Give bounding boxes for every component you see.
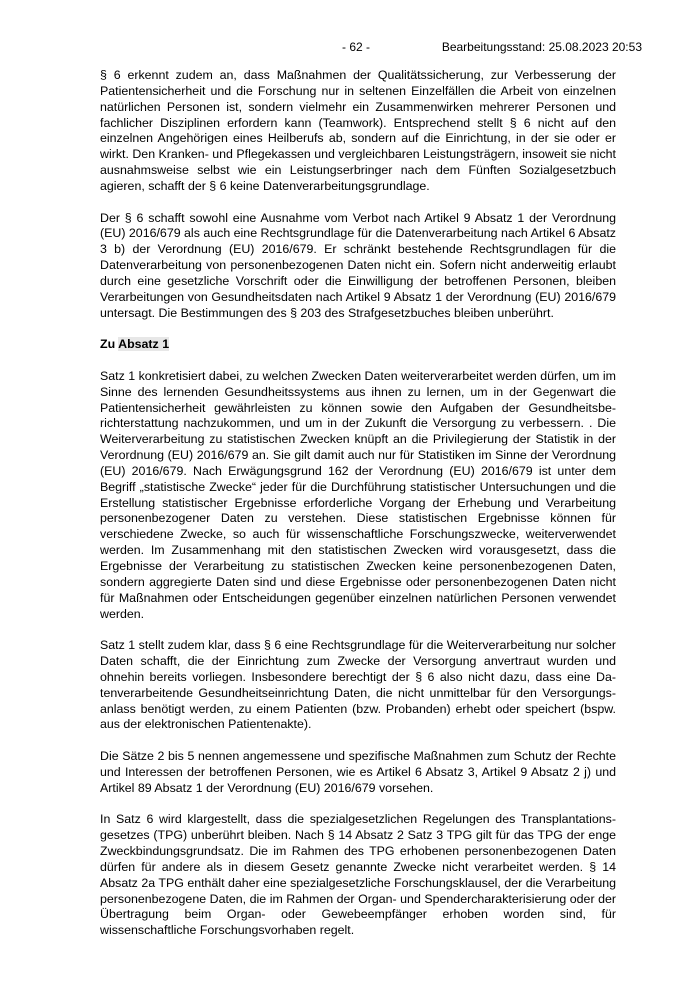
paragraph: Satz 1 stellt zudem klar, dass § 6 eine Rechtsgrundlage für die Weiterverarbeitung nur solcher Daten schafft, die der Einrichtung zum Zwecke der Versorgung anvertraut wurden und ohnehin bereits vorliegen. Insbesondere berechtigt der § 6 also nicht dazu, dass eine Datenverarbeitende Gesundheitseinrichtung Daten, die nicht unmittelbar für den Versorgungsanlass benötigt werden, zu einem Patienten (bzw. Probanden) erhebt oder speichert (bspw. aus der elektronischen Patientenakte). [100, 638, 616, 732]
section-heading [100, 337, 616, 353]
page-header [0, 39, 700, 55]
page-number: - 62 - [342, 40, 371, 54]
revision-status: Bearbeitungsstand: 25.08.2023 20:53 [441, 40, 642, 54]
section-heading-highlight: Absatz 1 [118, 337, 170, 352]
paragraph: Die Sätze 2 bis 5 nennen angemessene und spezifische Maßnahmen zum Schutz der Rechte und Interessen der betroffenen Personen, wie es Artikel 6 Absatz 3, Artikel 9 Absatz 2 j) und Artikel 89 Absatz 1 der Verordnung (EU) 2016/679 vorsehen. [100, 749, 616, 795]
document-body [100, 68, 616, 955]
paragraph: In Satz 6 wird klargestellt, dass die spezialgesetzlichen Regelungen des Transplantationsgesetzes (TPG) unberührt bleiben. Nach § 14 Absatz 2 Satz 3 TPG gilt für das TPG der enge Zweckbindungsgrundsatz. Die im Rahmen des TPG erhobenen personenbezogenen Daten dürfen für andere als in diesem Gesetz genannte Zwecke nicht verarbeitet werden. § 14 Absatz 2a TPG enthält daher eine spezialgesetzliche Forschungsklausel, der die Verarbeitung personenbezogene Daten, die im Rahmen der Organ- und Spendercharakterisierung oder der Übertragung beim Organ- oder Gewebeempfänger erhoben worden sind, für wissenschaftliche Forschungsvorhaben regelt. [100, 812, 616, 938]
paragraph: Der § 6 schafft sowohl eine Ausnahme vom Verbot nach Artikel 9 Absatz 1 der Verordnung (EU) 2016/679 als auch eine Rechtsgrundlage für die Datenverarbeitung nach Artikel 6 Absatz 3 b) der Verordnung (EU) 2016/679. Er schränkt bestehende Rechtsgrundlagen für die Datenverarbeitung von personenbezogenen Daten nicht ein. Sofern nicht anderweitig erlaubt durch eine gesetzliche Vorschrift oder die Einwilligung der betroffenen Personen, bleiben Verarbeitungen von Gesundheitsdaten nach Artikel 9 Absatz 1 der Verordnung (EU) 2016/679 untersagt. Die Bestimmungen des § 203 des Strafgesetzbuches bleiben unberührt. [100, 210, 616, 320]
paragraph: § 6 erkennt zudem an, dass Maßnahmen der Qualitätssicherung, zur Verbesserung der Patientensicherheit und die Forschung nur in seltenen Einzelfällen die Arbeit von einzelnen natürlichen Personen ist, sondern vielmehr ein Zusammenwirken mehrerer Personen und fachlicher Disziplinen erfordern kann (Teamwork). Entsprechend stellt § 6 nicht auf den einzelnen Angehörigen eines Heilberufs ab, sondern auf die Einrichtung, in der sie oder er wirkt. Den Kranken- und Pflegekassen und vergleichbaren Leistungsträgern, insoweit sie nicht ausnahmsweise selbst wie ein Leistungserbringer nach dem Fünften Sozialgesetzbuch agieren, schafft der § 6 keine Datenverarbeitungsgrundlage. [100, 68, 616, 193]
paragraph: Satz 1 konkretisiert dabei, zu welchen Zwecken Daten weiterverarbeitet werden dürfen, um im Sinne des lernenden Gesundheitssystems aus ihnen zu lernen, um in der Gegenwart die Patientensicherheit gewährleisten zu können sowie den Aufgaben der Gesundheitsberichterstattung nachzukommen, und um in der Zukunft die Versorgung zu verbessern. . Die Weiterverarbeitung zu statistischen Zwecken knüpft an die Privilegierung der Statistik in der Verordnung (EU) 2016/679 an. Sie gilt damit auch nur für Statistiken im Sinne der Verordnung (EU) 2016/679. Nach Erwägungsgrund 162 der Verordnung (EU) 2016/679 ist unter dem Begriff „statistische Zwecke“ jeder für die Durchführung statistischer Untersuchungen und die Erstellung statistischer Ergebnisse erforderliche Vorgang der Erhebung und Verarbeitung personenbezogener Daten zu verstehen. Diese statistischen Ergebnisse können für verschiedene Zwecke, so auch für wissenschaftliche Forschungszwecke, weiterverwendet werden. Im Zusammenhang mit den statistischen Zwecken wird vorausgesetzt, dass die Ergebnisse der Verarbeitung zu statistischen Zwecken keine personenbezogenen Daten, sondern aggregierte Daten sind und diese Ergebnisse oder personenbezogenen Daten nicht für Maßnahmen oder Entscheidungen gegenüber einzelnen natürlichen Personen verwendet werden. [100, 368, 616, 621]
section-heading-prefix: Zu [100, 337, 119, 352]
